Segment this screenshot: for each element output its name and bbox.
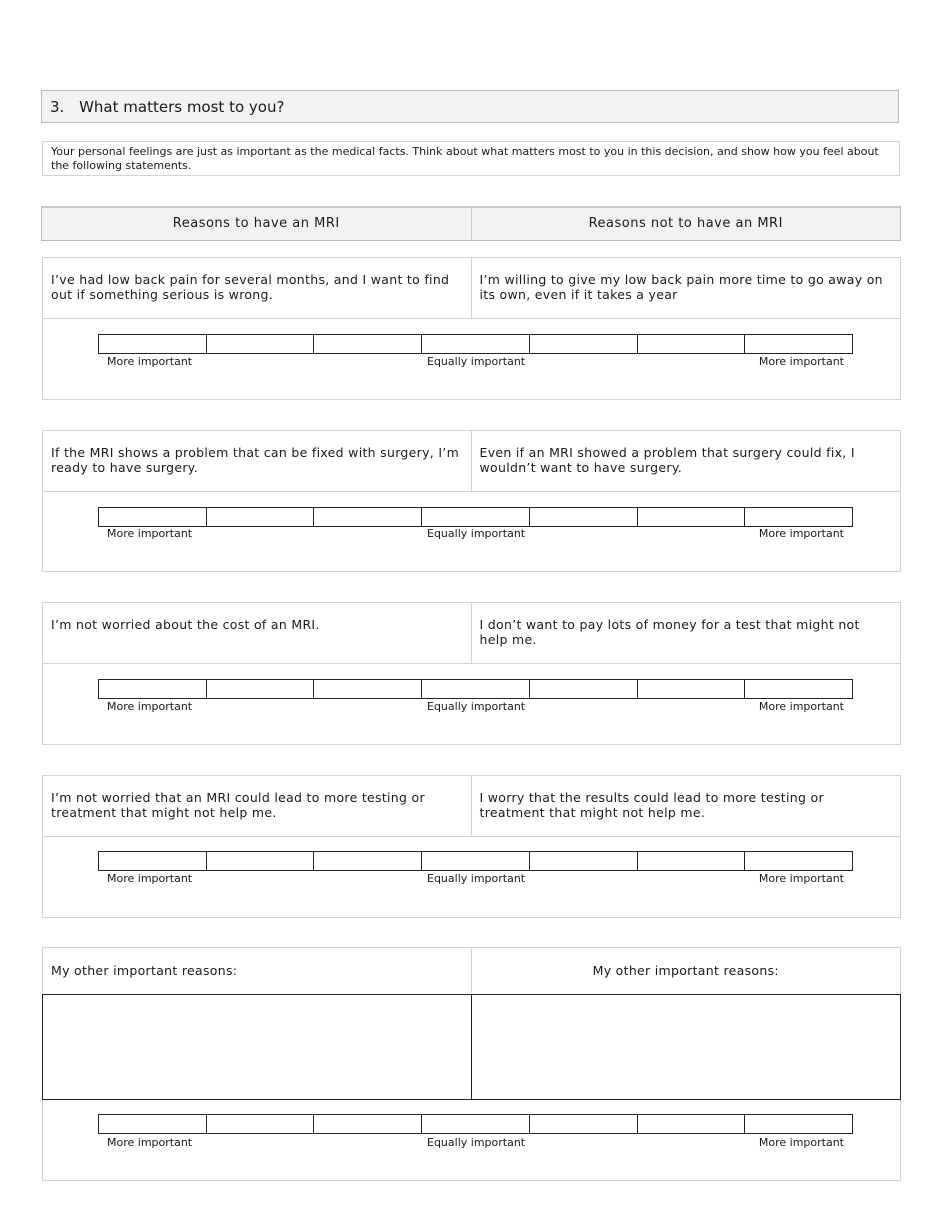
scale-label-right: More important	[758, 872, 844, 885]
scale-cell[interactable]	[421, 507, 529, 527]
scale-labels	[98, 527, 853, 541]
scale-cell[interactable]	[529, 334, 637, 354]
scale-cell[interactable]	[313, 334, 421, 354]
scale-cell[interactable]	[421, 1114, 529, 1134]
rating-scale	[98, 1114, 853, 1134]
scale-label-middle: Equally important	[427, 872, 526, 885]
scale-labels	[98, 872, 853, 886]
other-reasons-input-left[interactable]	[43, 995, 472, 1099]
scale-label-left: More important	[107, 1136, 193, 1149]
other-reasons-input-right[interactable]	[472, 995, 901, 1099]
scale-cell[interactable]	[421, 851, 529, 871]
scale-cell[interactable]	[744, 1114, 853, 1134]
scale-cell[interactable]	[637, 851, 745, 871]
scale-cell[interactable]	[744, 507, 853, 527]
scale-cell[interactable]	[206, 851, 314, 871]
scale-label-right: More important	[758, 527, 844, 540]
scale-cell[interactable]	[421, 679, 529, 699]
scale-cell[interactable]	[313, 1114, 421, 1134]
statement-block-4	[42, 775, 901, 918]
scale-cell[interactable]	[206, 679, 314, 699]
scale-cell[interactable]	[98, 507, 206, 527]
statement-right: I worry that the results could lead to more testing or treatment that might not help me.	[479, 790, 824, 820]
scale-cell[interactable]	[529, 507, 637, 527]
scale-cell[interactable]	[637, 334, 745, 354]
statement-left: I’m not worried about the cost of an MRI.	[43, 603, 472, 663]
scale-label-middle: Equally important	[427, 355, 526, 368]
scale-label-left: More important	[107, 872, 193, 885]
scale-label-left: More important	[107, 355, 193, 368]
scale-cell[interactable]	[421, 334, 529, 354]
scale-label-right: More important	[758, 1136, 844, 1149]
scale-cell[interactable]	[529, 679, 637, 699]
statement-right: I’m willing to give my low back pain more time to go away on its own, even if it takes a year	[479, 272, 883, 302]
column-header-reasons-not: Reasons not to have an MRI	[588, 216, 783, 231]
scale-labels	[98, 355, 853, 369]
scale-cell[interactable]	[206, 1114, 314, 1134]
statement-block-3	[42, 602, 901, 745]
intro-text: Your personal feelings are just as important as the medical facts. Think about what matters most to you in this decision, and show how you feel about the following statements.	[42, 141, 900, 176]
rating-scale	[98, 851, 853, 871]
statement-left: I’ve had low back pain for several months, and I want to find out if something serious is wrong.	[43, 258, 472, 318]
other-reasons-label-left: My other important reasons:	[43, 948, 472, 994]
scale-cell[interactable]	[206, 507, 314, 527]
section-header	[41, 90, 899, 123]
scale-label-right: More important	[758, 700, 844, 713]
scale-labels	[98, 700, 853, 714]
scale-label-left: More important	[107, 527, 193, 540]
scale-label-left: More important	[107, 700, 193, 713]
statement-right: I don’t want to pay lots of money for a test that might not help me.	[479, 617, 860, 647]
scale-cell[interactable]	[637, 679, 745, 699]
scale-cell[interactable]	[529, 851, 637, 871]
scale-cell[interactable]	[313, 507, 421, 527]
statement-left: If the MRI shows a problem that can be fixed with surgery, I’m ready to have surgery.	[43, 431, 472, 491]
rating-scale	[98, 334, 853, 354]
statement-right: Even if an MRI showed a problem that surgery could fix, I wouldn’t want to have surgery.	[479, 445, 855, 475]
scale-cell[interactable]	[637, 1114, 745, 1134]
other-reasons-label-right: My other important reasons:	[592, 963, 779, 978]
rating-scale	[98, 679, 853, 699]
statement-block-1	[42, 257, 901, 400]
scale-cell[interactable]	[529, 1114, 637, 1134]
scale-labels	[98, 1136, 853, 1150]
column-header-reasons-to: Reasons to have an MRI	[42, 208, 472, 240]
column-headers	[41, 206, 901, 241]
scale-cell[interactable]	[313, 679, 421, 699]
section-number: 3.	[50, 98, 65, 116]
section-title: What matters most to you?	[79, 98, 285, 116]
scale-cell[interactable]	[744, 679, 853, 699]
other-reasons-block	[42, 947, 901, 1181]
scale-cell[interactable]	[98, 1114, 206, 1134]
scale-cell[interactable]	[98, 851, 206, 871]
scale-cell[interactable]	[206, 334, 314, 354]
statement-block-2	[42, 430, 901, 572]
scale-label-middle: Equally important	[427, 527, 526, 540]
scale-label-right: More important	[758, 355, 844, 368]
scale-label-middle: Equally important	[427, 700, 526, 713]
scale-label-middle: Equally important	[427, 1136, 526, 1149]
scale-cell[interactable]	[637, 507, 745, 527]
scale-cell[interactable]	[744, 334, 853, 354]
scale-cell[interactable]	[313, 851, 421, 871]
statement-left: I’m not worried that an MRI could lead to more testing or treatment that might not help me.	[43, 776, 472, 836]
scale-cell[interactable]	[744, 851, 853, 871]
scale-cell[interactable]	[98, 334, 206, 354]
scale-cell[interactable]	[98, 679, 206, 699]
rating-scale	[98, 507, 853, 527]
